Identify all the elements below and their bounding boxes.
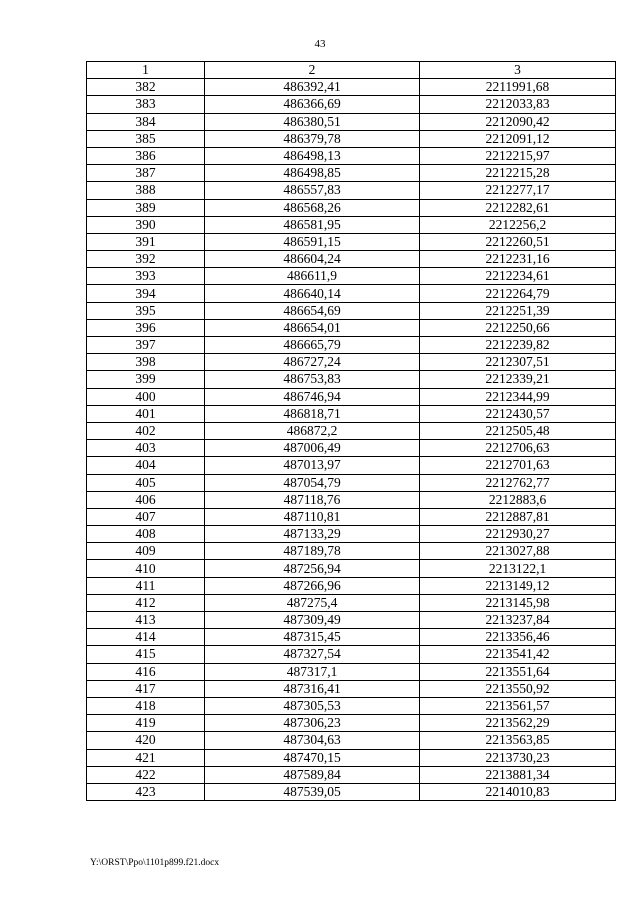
x-coordinate-cell: 487118,76 [205,491,420,508]
point-number-cell: 400 [87,388,205,405]
x-coordinate-cell: 486753,83 [205,371,420,388]
table-row [87,388,616,405]
x-coordinate-cell: 487013,97 [205,457,420,474]
y-coordinate-cell: 2213562,29 [420,715,616,732]
table-row [87,130,616,147]
y-coordinate-cell: 2213551,64 [420,663,616,680]
x-coordinate-cell: 486727,24 [205,354,420,371]
y-coordinate-cell: 2212887,81 [420,508,616,525]
table-row [87,680,616,697]
y-coordinate-cell: 2212701,63 [420,457,616,474]
point-number-cell: 420 [87,732,205,749]
point-number-cell: 423 [87,783,205,800]
table-row [87,749,616,766]
table-row [87,663,616,680]
x-coordinate-cell: 486581,95 [205,216,420,233]
point-number-cell: 401 [87,405,205,422]
table-row [87,715,616,732]
y-coordinate-cell: 2212264,79 [420,285,616,302]
point-number-cell: 408 [87,526,205,543]
table-row [87,182,616,199]
point-number-cell: 410 [87,560,205,577]
page-number: 43 [314,38,326,50]
y-coordinate-cell: 2212930,27 [420,526,616,543]
point-number-cell: 418 [87,697,205,714]
table-row [87,474,616,491]
table-row [87,629,616,646]
table-row [87,147,616,164]
y-coordinate-cell: 2213561,57 [420,697,616,714]
point-number-cell: 413 [87,612,205,629]
y-coordinate-cell: 2213730,23 [420,749,616,766]
table-row [87,732,616,749]
y-coordinate-cell: 2212033,83 [420,96,616,113]
point-number-cell: 409 [87,543,205,560]
table-row [87,302,616,319]
y-coordinate-cell: 2213550,92 [420,680,616,697]
table-row [87,371,616,388]
table-row [87,577,616,594]
y-coordinate-cell: 2213541,42 [420,646,616,663]
table-row [87,165,616,182]
x-coordinate-cell: 486665,79 [205,337,420,354]
table-row [87,405,616,422]
y-coordinate-cell: 2212339,21 [420,371,616,388]
y-coordinate-cell: 2213122,1 [420,560,616,577]
x-coordinate-cell: 486640,14 [205,285,420,302]
y-coordinate-cell: 2212282,61 [420,199,616,216]
x-coordinate-cell: 486654,01 [205,319,420,336]
point-number-cell: 414 [87,629,205,646]
x-coordinate-cell: 487256,94 [205,560,420,577]
point-number-cell: 389 [87,199,205,216]
point-number-cell: 416 [87,663,205,680]
y-coordinate-cell: 2212430,57 [420,405,616,422]
x-coordinate-cell: 486746,94 [205,388,420,405]
x-coordinate-cell: 486498,85 [205,165,420,182]
x-coordinate-cell: 487539,05 [205,783,420,800]
table-row [87,594,616,611]
y-coordinate-cell: 2212250,66 [420,319,616,336]
table-row [87,216,616,233]
y-coordinate-cell: 2213149,12 [420,577,616,594]
point-number-cell: 406 [87,491,205,508]
y-coordinate-cell: 2212239,82 [420,337,616,354]
y-coordinate-cell: 2212307,51 [420,354,616,371]
x-coordinate-cell: 487306,23 [205,715,420,732]
point-number-cell: 387 [87,165,205,182]
y-coordinate-cell: 2213563,85 [420,732,616,749]
x-coordinate-cell: 487305,53 [205,697,420,714]
table-body [87,79,616,801]
x-coordinate-cell: 486872,2 [205,422,420,439]
y-coordinate-cell: 2212251,39 [420,302,616,319]
x-coordinate-cell: 487589,84 [205,766,420,783]
y-coordinate-cell: 2213881,34 [420,766,616,783]
x-coordinate-cell: 487054,79 [205,474,420,491]
table-row [87,233,616,250]
x-coordinate-cell: 487309,49 [205,612,420,629]
point-number-cell: 402 [87,422,205,439]
point-number-cell: 405 [87,474,205,491]
table-row [87,491,616,508]
y-coordinate-cell: 2212260,51 [420,233,616,250]
x-coordinate-cell: 487133,29 [205,526,420,543]
point-number-cell: 412 [87,594,205,611]
point-number-cell: 397 [87,337,205,354]
x-coordinate-cell: 486591,15 [205,233,420,250]
table-row [87,646,616,663]
y-coordinate-cell: 2212090,42 [420,113,616,130]
y-coordinate-cell: 2212234,61 [420,268,616,285]
point-number-cell: 386 [87,147,205,164]
header-cell-3: 3 [420,62,616,79]
x-coordinate-cell: 486379,78 [205,130,420,147]
table-row [87,337,616,354]
table-row [87,96,616,113]
point-number-cell: 407 [87,508,205,525]
point-number-cell: 383 [87,96,205,113]
table-row [87,113,616,130]
point-number-cell: 415 [87,646,205,663]
y-coordinate-cell: 2212277,17 [420,182,616,199]
y-coordinate-cell: 2212215,28 [420,165,616,182]
x-coordinate-cell: 486498,13 [205,147,420,164]
y-coordinate-cell: 2211991,68 [420,79,616,96]
table-header-row [87,62,616,79]
x-coordinate-cell: 487266,96 [205,577,420,594]
y-coordinate-cell: 2212256,2 [420,216,616,233]
y-coordinate-cell: 2212762,77 [420,474,616,491]
y-coordinate-cell: 2212883,6 [420,491,616,508]
table-row [87,285,616,302]
x-coordinate-cell: 486557,83 [205,182,420,199]
footer-file-path: Y:\ORST\Ppo\1101p899.f21.docx [90,858,220,868]
table-row [87,457,616,474]
y-coordinate-cell: 2212215,97 [420,147,616,164]
x-coordinate-cell: 486611,9 [205,268,420,285]
x-coordinate-cell: 487006,49 [205,440,420,457]
point-number-cell: 417 [87,680,205,697]
x-coordinate-cell: 486380,51 [205,113,420,130]
coordinates-table [86,61,616,801]
x-coordinate-cell: 487316,41 [205,680,420,697]
point-number-cell: 403 [87,440,205,457]
point-number-cell: 382 [87,79,205,96]
point-number-cell: 394 [87,285,205,302]
table-row [87,560,616,577]
table-row [87,199,616,216]
x-coordinate-cell: 486366,69 [205,96,420,113]
point-number-cell: 392 [87,251,205,268]
table-row [87,319,616,336]
x-coordinate-cell: 487315,45 [205,629,420,646]
table-row [87,783,616,800]
table-row [87,508,616,525]
table-row [87,251,616,268]
point-number-cell: 395 [87,302,205,319]
point-number-cell: 411 [87,577,205,594]
table-row [87,79,616,96]
table-row [87,440,616,457]
y-coordinate-cell: 2213145,98 [420,594,616,611]
y-coordinate-cell: 2212344,99 [420,388,616,405]
y-coordinate-cell: 2213237,84 [420,612,616,629]
table-row [87,268,616,285]
x-coordinate-cell: 487327,54 [205,646,420,663]
y-coordinate-cell: 2213356,46 [420,629,616,646]
table-row [87,354,616,371]
header-cell-2: 2 [205,62,420,79]
table-row [87,766,616,783]
y-coordinate-cell: 2213027,88 [420,543,616,560]
x-coordinate-cell: 486568,26 [205,199,420,216]
x-coordinate-cell: 487189,78 [205,543,420,560]
point-number-cell: 396 [87,319,205,336]
table-row [87,697,616,714]
table-row [87,526,616,543]
y-coordinate-cell: 2212231,16 [420,251,616,268]
point-number-cell: 422 [87,766,205,783]
x-coordinate-cell: 486654,69 [205,302,420,319]
header-cell-1: 1 [87,62,205,79]
table-row [87,612,616,629]
point-number-cell: 391 [87,233,205,250]
point-number-cell: 419 [87,715,205,732]
x-coordinate-cell: 487110,81 [205,508,420,525]
x-coordinate-cell: 487470,15 [205,749,420,766]
point-number-cell: 398 [87,354,205,371]
point-number-cell: 385 [87,130,205,147]
point-number-cell: 404 [87,457,205,474]
y-coordinate-cell: 2212706,63 [420,440,616,457]
point-number-cell: 388 [87,182,205,199]
point-number-cell: 390 [87,216,205,233]
x-coordinate-cell: 487317,1 [205,663,420,680]
x-coordinate-cell: 486818,71 [205,405,420,422]
y-coordinate-cell: 2212505,48 [420,422,616,439]
table-row [87,422,616,439]
x-coordinate-cell: 487304,63 [205,732,420,749]
y-coordinate-cell: 2214010,83 [420,783,616,800]
point-number-cell: 384 [87,113,205,130]
table-row [87,543,616,560]
y-coordinate-cell: 2212091,12 [420,130,616,147]
x-coordinate-cell: 487275,4 [205,594,420,611]
x-coordinate-cell: 486392,41 [205,79,420,96]
point-number-cell: 393 [87,268,205,285]
x-coordinate-cell: 486604,24 [205,251,420,268]
point-number-cell: 421 [87,749,205,766]
point-number-cell: 399 [87,371,205,388]
